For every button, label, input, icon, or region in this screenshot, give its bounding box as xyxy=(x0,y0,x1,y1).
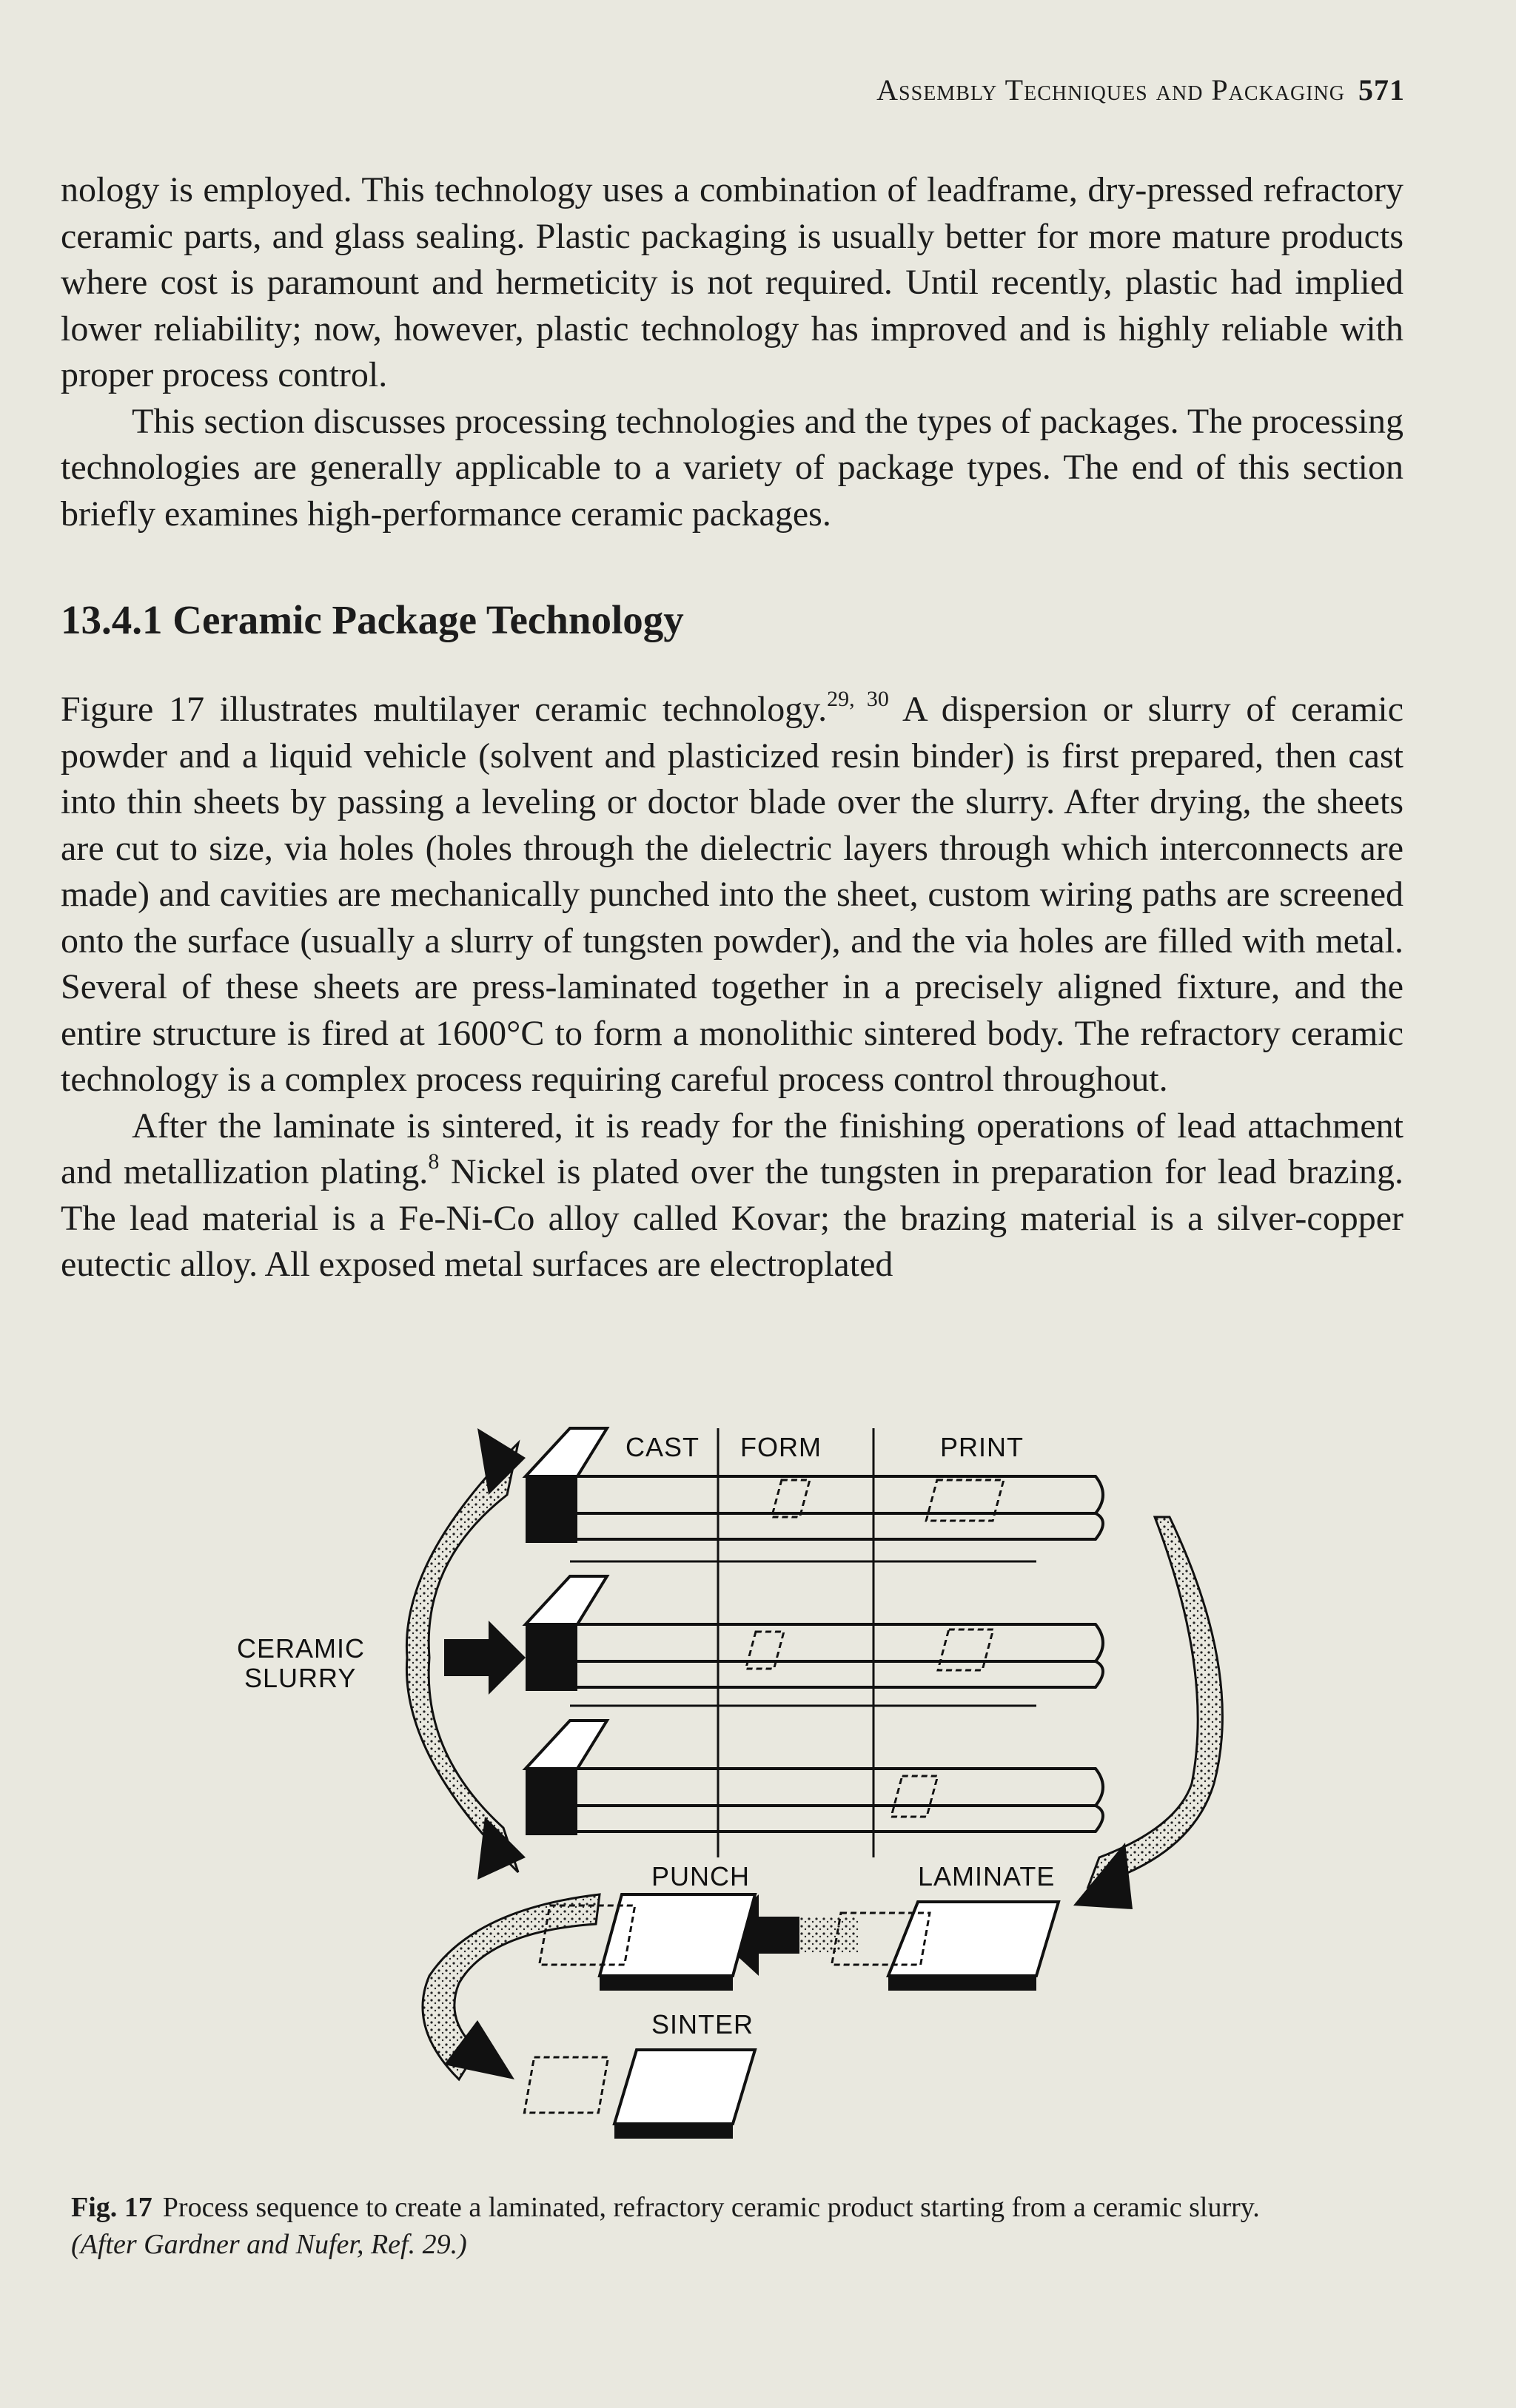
section-text xyxy=(61,687,1403,1288)
label-punch: PUNCH xyxy=(651,1861,751,1891)
caption-text: Process sequence to create a laminated, refractory ceramic product starting from a ceramic slurry. xyxy=(162,2192,1260,2223)
paragraph-3 xyxy=(61,687,1403,1103)
intro-text xyxy=(61,167,1403,537)
section-heading: 13.4.1 Ceramic Package Technology xyxy=(61,597,684,642)
paragraph-2: This section discusses processing technologies and the types of packages. The processing technologies are generally applicable to a variety of package types. The end of this section briefly examines high-performance ceramic packages. xyxy=(61,401,1403,534)
sinter-block xyxy=(524,2050,755,2139)
tape-row-3 xyxy=(526,1721,1103,1835)
slurry-feed-arrow xyxy=(406,1428,526,1880)
label-sinter: SINTER xyxy=(651,2009,754,2039)
paragraph-4-start: After the laminate is sintered, it is ready for the finishing operations of lead attachment and metallization plating. xyxy=(61,1106,1403,1191)
caption-label: Fig. 17 xyxy=(71,2192,152,2223)
label-cast: CAST xyxy=(625,1432,700,1462)
process-diagram xyxy=(222,1413,1273,2153)
citation-8: 8 xyxy=(428,1149,440,1174)
figure-17 xyxy=(222,1413,1273,2153)
paragraph-4 xyxy=(61,1103,1403,1288)
laminate-block xyxy=(832,1902,1059,1991)
punch-to-sinter-arrow xyxy=(423,1894,600,2079)
tape-row-2 xyxy=(526,1576,1103,1691)
label-slurry: SLURRY xyxy=(244,1663,357,1693)
page-number: 571 xyxy=(1358,73,1405,107)
paragraph-3-start: Figure 17 illustrates multilayer ceramic technology. xyxy=(61,690,828,729)
label-ceramic: CERAMIC xyxy=(237,1633,366,1664)
label-print: PRINT xyxy=(940,1432,1024,1462)
label-form: FORM xyxy=(740,1432,822,1462)
paragraph-1: nology is employed. This technology uses a combination of leadframe, dry-pressed refractory ceramic parts, and glass sealing. Plastic packaging is usually better for more mature products where cost is paramount and hermeticity is not required. Until recently, plastic had implied lower reliability; now, however, plastic technology has improved and is highly reliable with proper process control. xyxy=(61,170,1403,394)
citation-29-30: 29, 30 xyxy=(827,687,889,711)
figure-caption xyxy=(71,2189,1426,2263)
running-title: Assembly Techniques and Packaging xyxy=(876,73,1345,107)
stack-arrow xyxy=(1073,1517,1222,1909)
label-laminate: LAMINATE xyxy=(918,1861,1056,1891)
paragraph-3-rest: A dispersion or slurry of ceramic powder and a liquid vehicle (solvent and plasticized resin binder) is first prepared, then cast into thin sheets by passing a leveling or doctor blade over the slurry. After drying, the sheets are cut to size, via holes (holes through the dielectric layers through which interconnects are made) and cavities are mechanically punched into the sheet, custom wiring paths are screened onto the surface (usually a slurry of tungsten powder), and the via holes are filled with metal. Several of these sheets are press-laminated together in a precisely aligned fixture, and the entire structure is fired at 1600°C to form a monolithic sintered body. The refractory ceramic technology is a complex process requiring careful process control throughout. xyxy=(61,690,1404,1099)
paragraph-4-rest: Nickel is plated over the tungsten in preparation for lead brazing. The lead material is a Fe-Ni-Co alloy called Kovar; the brazing material is a silver-copper eutectic alloy. All exposed metal surfaces are electroplated xyxy=(61,1152,1404,1284)
running-header xyxy=(876,73,1405,107)
caption-attribution: (After Gardner and Nufer, Ref. 29.) xyxy=(71,2229,467,2260)
